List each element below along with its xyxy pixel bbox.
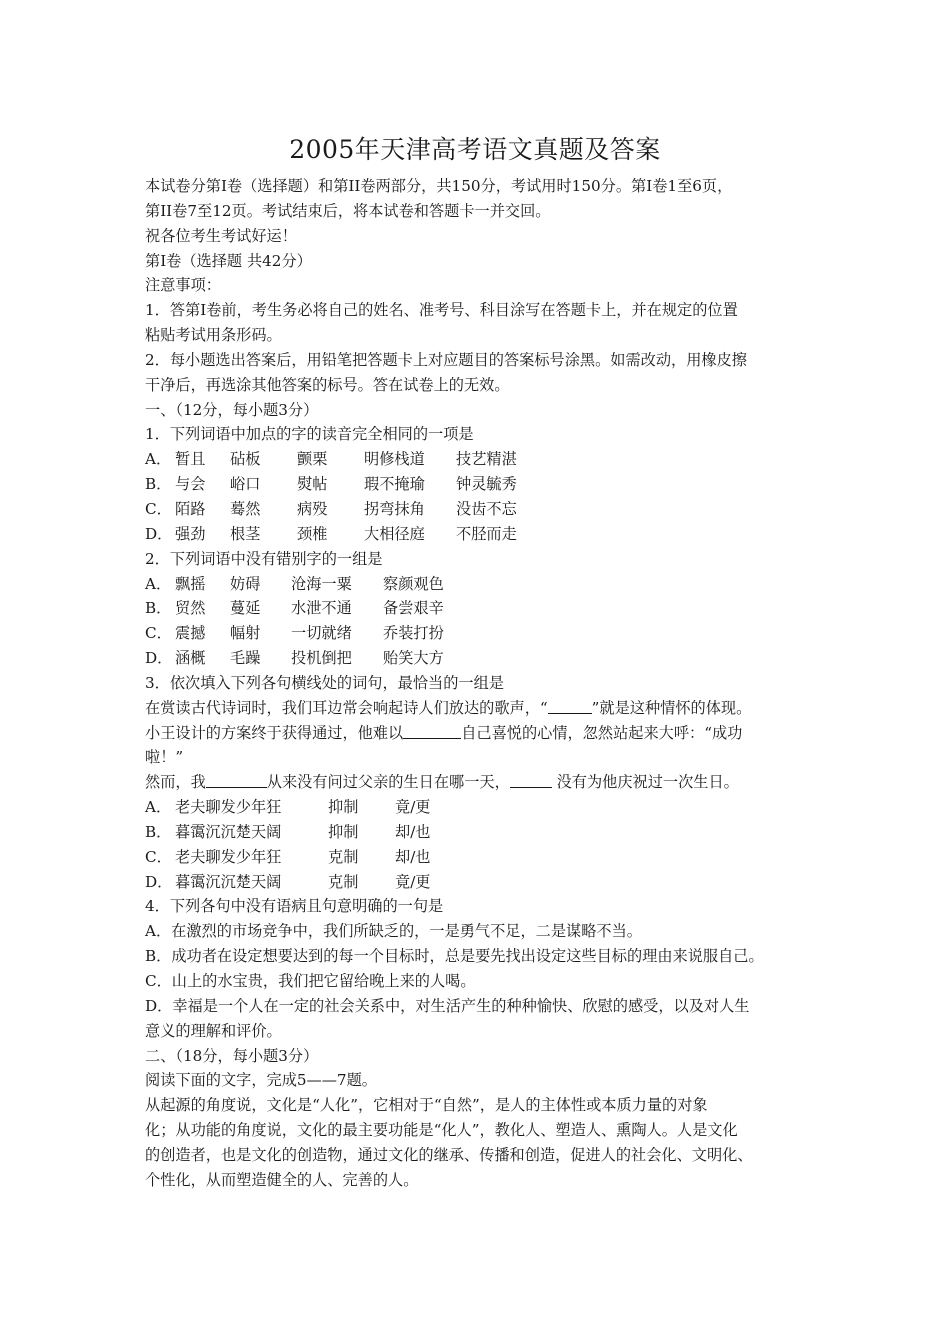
- text-fragment: 察颜观色: [383, 574, 444, 593]
- text-fragment: B．: [145, 599, 172, 618]
- text-fragment: 老夫聊发少年狂: [175, 847, 282, 866]
- text-fragment: 蓦然: [230, 499, 261, 518]
- text-fragment: 水泄不通: [291, 599, 352, 618]
- q4-option-d-cont: 意义的理解和评价。: [145, 1021, 282, 1040]
- text-fragment: 拐弯抹角: [364, 499, 425, 518]
- passage-line: 个性化，从而塑造健全的人、完善的人。: [145, 1170, 419, 1189]
- q1-option: [145, 447, 835, 472]
- q3-sentence-3: [145, 770, 835, 795]
- q2-option: [145, 596, 835, 621]
- answer-blank: [206, 773, 267, 788]
- q2-option: [145, 646, 835, 671]
- text-fragment: 贸然: [175, 599, 206, 618]
- text-fragment: 妨碍: [230, 574, 261, 593]
- text-fragment: B．: [145, 822, 172, 841]
- text-fragment: 震撼: [175, 624, 206, 643]
- answer-blank: [510, 773, 552, 788]
- text-fragment: 克制: [328, 847, 359, 866]
- text-fragment: 砧板: [230, 450, 261, 469]
- intro-line: 第II卷7至12页。考试结束后，将本试卷和答题卡一并交回。: [145, 201, 551, 220]
- q3-sentence-2-cont: 啦！”: [145, 748, 184, 767]
- text-fragment: 自己喜悦的心情，忽然站起来大呼：“成功: [461, 723, 743, 742]
- passage-line: 的创造者，也是文化的创造物，通过文化的继承、传播和创造，促进人的社会化、文明化、: [145, 1145, 753, 1164]
- text-fragment: 贻笑大方: [383, 649, 444, 668]
- text-fragment: 暂且: [175, 450, 206, 469]
- document-title: 2005年天津高考语文真题及答案: [289, 135, 661, 164]
- text-fragment: B．: [145, 475, 172, 494]
- text-fragment: D．: [145, 649, 173, 668]
- part1-heading: 第Ⅰ卷（选择题 共42分）: [145, 251, 312, 270]
- note-line: 1．答第Ⅰ卷前，考生务必将自己的姓名、准考号、科目涂写在答题卡上，并在规定的位置: [145, 301, 738, 320]
- text-fragment: 技艺精湛: [456, 450, 517, 469]
- text-fragment: 没有为他庆祝过一次生日。: [551, 773, 739, 792]
- q4-option-c: C．山上的水宝贵，我们把它留给晚上来的人喝。: [145, 972, 476, 990]
- wish-line: 祝各位考生考试好运！: [145, 226, 297, 245]
- text-fragment: 一切就绪: [291, 624, 352, 643]
- text-fragment: 乔装打扮: [383, 624, 444, 643]
- text-fragment: 在赏读古代诗词时，我们耳边常会响起诗人们放达的歌声，“: [145, 698, 548, 717]
- text-fragment: A．: [145, 450, 172, 469]
- text-fragment: 陌路: [175, 499, 206, 518]
- text-fragment: 老夫聊发少年狂: [175, 798, 282, 817]
- q3-option: [145, 795, 835, 820]
- text-fragment: 备尝艰辛: [383, 599, 444, 618]
- text-fragment: 竟/更: [395, 872, 431, 891]
- text-fragment: D．: [145, 872, 173, 891]
- text-fragment: 瑕不掩瑜: [364, 475, 425, 494]
- text-fragment: 强劲: [175, 524, 206, 543]
- text-fragment: 峪口: [230, 475, 261, 494]
- text-fragment: 抑制: [328, 822, 359, 841]
- text-fragment: 涵概: [175, 649, 206, 668]
- text-fragment: 克制: [328, 872, 359, 891]
- note-line: 2．每小题选出答案后，用铅笔把答题卡上对应题目的答案标号涂黑。如需改动，用橡皮擦: [145, 350, 747, 369]
- text-fragment: 飘摇: [175, 574, 206, 593]
- q2-option: [145, 572, 835, 597]
- question-4-stem: 4．下列各句中没有语病且句意明确的一句是: [145, 897, 444, 916]
- q1-option: [145, 497, 835, 522]
- q3-sentence-1: [145, 696, 835, 721]
- text-fragment: ”就是这种情怀的体现。: [591, 698, 752, 717]
- text-fragment: 根茎: [230, 524, 261, 543]
- section2-heading: 二、（18分，每小题3分）: [145, 1046, 319, 1065]
- q3-option: [145, 845, 835, 870]
- text-fragment: C．: [145, 499, 172, 518]
- text-fragment: 却/也: [395, 822, 431, 841]
- text-fragment: 投机倒把: [291, 649, 352, 668]
- document-body: [145, 174, 835, 1193]
- text-fragment: 明修栈道: [364, 450, 425, 469]
- q3-option: [145, 820, 835, 845]
- section1-heading: 一、（12分，每小题3分）: [145, 400, 319, 419]
- text-fragment: 沧海一粟: [291, 574, 352, 593]
- question-3-stem: 3．依次填入下列各句横线处的词句，最恰当的一组是: [145, 673, 504, 692]
- q4-option-b: B．成功者在设定想要达到的每一个目标时，总是要先找出设定这些目标的理由来说服自己。: [145, 947, 764, 966]
- q4-option-d: D．幸福是一个人在一定的社会关系中，对生活产生的种种愉快、欣慰的感受，以及对人生: [145, 996, 750, 1015]
- note-line: 干净后，再选涂其他答案的标号。答在试卷上的无效。: [145, 375, 510, 394]
- text-fragment: 然而，我: [145, 773, 206, 792]
- q1-option: [145, 472, 835, 497]
- q1-option: [145, 522, 835, 547]
- note-line: 粘贴考试用条形码。: [145, 326, 282, 345]
- passage-line: 从起源的角度说，文化是“人化”，它相对于“自然”，是人的主体性或本质力量的对象: [145, 1096, 708, 1115]
- text-fragment: 熨帖: [297, 475, 328, 494]
- text-fragment: 暮霭沉沉楚天阔: [175, 822, 282, 841]
- text-fragment: 钟灵毓秀: [456, 475, 517, 494]
- answer-blank: [403, 724, 461, 739]
- answer-blank: [548, 699, 592, 714]
- text-fragment: 幅射: [230, 624, 261, 643]
- text-fragment: 毛躁: [230, 649, 261, 668]
- question-1-stem: 1．下列词语中加点的字的读音完全相同的一项是: [145, 425, 474, 444]
- text-fragment: 暮霭沉沉楚天阔: [175, 872, 282, 891]
- text-fragment: D．: [145, 524, 173, 543]
- text-fragment: 没齿不忘: [456, 499, 517, 518]
- text-fragment: A．: [145, 574, 172, 593]
- section2-instruction: 阅读下面的文字，完成5——7题。: [145, 1071, 377, 1090]
- intro-line: 本试卷分第Ⅰ卷（选择题）和第II卷两部分，共150分，考试用时150分。第Ⅰ卷1至6页，: [145, 177, 733, 195]
- text-fragment: 小王设计的方案终于获得通过，他难以: [145, 723, 404, 742]
- text-fragment: A．: [145, 798, 172, 817]
- text-fragment: 与会: [175, 475, 206, 494]
- notes-heading: 注意事项：: [145, 276, 221, 295]
- text-fragment: 竟/更: [395, 798, 431, 817]
- text-fragment: 蔓延: [230, 599, 261, 618]
- q4-option-a: A．在激烈的市场竞争中，我们所缺乏的，一是勇气不足，二是谋略不当。: [145, 922, 642, 941]
- text-fragment: C．: [145, 847, 172, 866]
- text-fragment: 抑制: [328, 798, 359, 817]
- text-fragment: 病殁: [297, 499, 328, 518]
- q3-option: [145, 870, 835, 895]
- text-fragment: 从来没有问过父亲的生日在哪一天，: [266, 773, 510, 792]
- text-fragment: C．: [145, 624, 172, 643]
- text-fragment: 颤栗: [297, 450, 328, 469]
- text-fragment: 大相径庭: [364, 524, 425, 543]
- q2-option: [145, 621, 835, 646]
- text-fragment: 颈椎: [297, 524, 328, 543]
- text-fragment: 不胫而走: [456, 524, 517, 543]
- question-2-stem: 2．下列词语中没有错别字的一组是: [145, 549, 383, 568]
- q3-sentence-2: [145, 721, 835, 746]
- passage-line: 化；从功能的角度说，文化的最主要功能是“化人”，教化人、塑造人、熏陶人。人是文化: [145, 1121, 738, 1140]
- text-fragment: 却/也: [395, 847, 431, 866]
